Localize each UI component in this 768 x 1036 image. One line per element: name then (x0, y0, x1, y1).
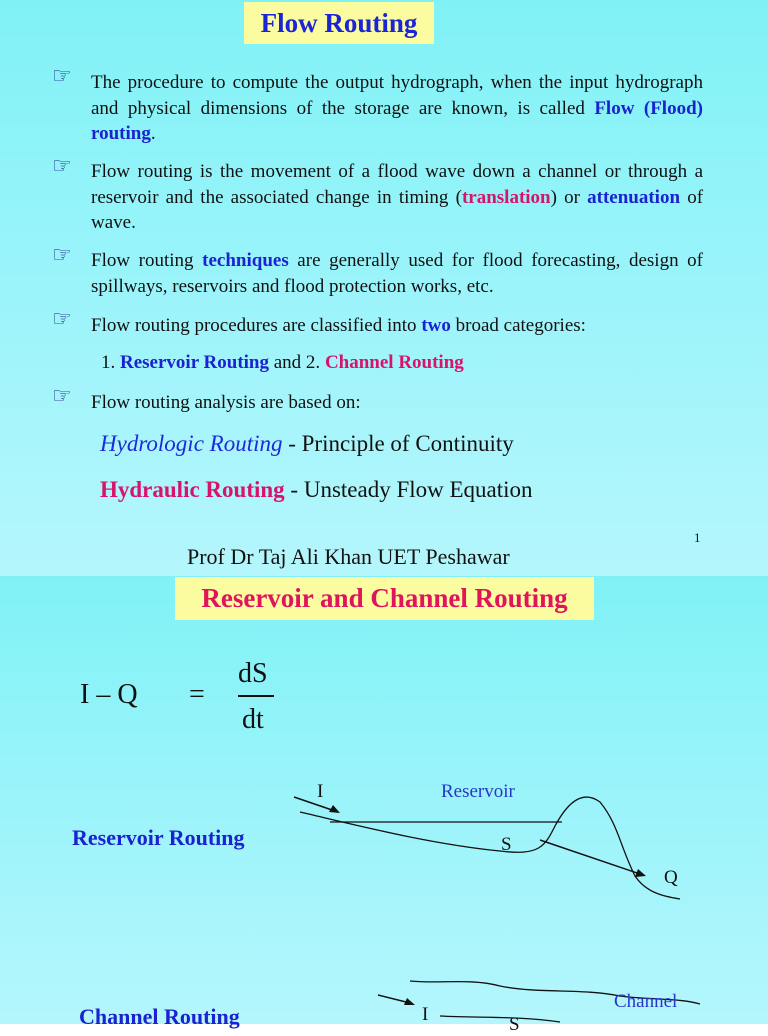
bullet-3-part: Flow routing (91, 250, 203, 271)
pointing-hand-icon: ☞ (52, 384, 72, 409)
bullet-5-part: Flow routing analysis are based on: (91, 392, 361, 413)
pointing-hand-icon: ☞ (52, 154, 72, 179)
reservoir-label: Reservoir (441, 781, 515, 802)
flow-routing-term: Flow (Flood) routing (91, 97, 703, 144)
hydraulic-routing-line (100, 477, 533, 503)
channel-inflow-arrow (378, 995, 410, 1003)
channel-routing-term: Channel Routing (324, 352, 464, 373)
bullet-4-end: broad categories: (450, 315, 586, 336)
categories-joiner: and 2. (269, 352, 325, 373)
slide-title: Reservoir and Channel Routing (175, 577, 594, 620)
outflow-arrow (540, 840, 640, 874)
categories-line (101, 352, 464, 374)
channel-label: Channel (614, 991, 678, 1012)
slide-2 (0, 576, 768, 1035)
hydraulic-routing-desc: - Unsteady Flow Equation (284, 477, 533, 502)
channel-inflow-label: I (422, 1004, 429, 1025)
techniques-term: techniques (202, 250, 289, 271)
pointing-hand-icon: ☞ (52, 64, 72, 89)
channel-inflow-arrowhead (404, 998, 415, 1005)
outflow-arrowhead (635, 869, 646, 877)
bullet-2-part: Flow routing is the movement of a flood wave down a channel or through a reservoir and the associated change in timing ( (91, 161, 703, 208)
pointing-hand-icon: ☞ (52, 307, 72, 332)
channel-routing-heading: Channel Routing (79, 1004, 240, 1029)
bullet-4-text (91, 313, 703, 339)
bullet-3-text (91, 248, 703, 299)
item-number: 1. (101, 352, 116, 373)
bullet-1-text (91, 70, 703, 147)
bullet-1-part: The procedure to compute the output hydrograph, when the input hydrograph and physical dimensions of the storage are known, is called (91, 72, 703, 119)
hydrologic-routing-desc: - Principle of Continuity (282, 431, 514, 456)
storage-label: S (501, 834, 512, 855)
bullet-1-end: . (150, 123, 156, 144)
two-term: two (421, 315, 451, 336)
bullet-4-part: Flow routing procedures are classified into (91, 315, 422, 336)
inflow-label: I (317, 781, 324, 802)
reservoir-routing-term: Reservoir Routing (120, 352, 269, 373)
slide-title: Flow Routing (244, 2, 434, 44)
bullet-2-part: ) or (550, 186, 588, 208)
bullet-3-end: are generally used for flood forecasting, design of spillways, reservoirs and flood protection works, etc. (91, 250, 703, 297)
author-footer: Prof Dr Taj Ali Khan UET Peshawar (187, 544, 510, 569)
page-number: 1 (694, 530, 701, 545)
outflow-label: Q (664, 867, 678, 888)
hydraulic-routing-label: Hydraulic Routing (100, 477, 285, 502)
bullet-5-text (91, 390, 703, 416)
hydrologic-routing-line (100, 431, 514, 457)
equation-denominator: dt (242, 704, 264, 735)
attenuation-term: attenuation (587, 186, 681, 208)
hydrologic-routing-label: Hydrologic Routing (100, 431, 283, 456)
reservoir-routing-heading: Reservoir Routing (72, 825, 245, 850)
bullet-2-text (91, 159, 703, 236)
equation-numerator: dS (238, 658, 268, 689)
reservoir-diagram (0, 576, 768, 1024)
translation-term: translation (461, 186, 551, 208)
channel-water-line (440, 1016, 560, 1022)
reservoir-bed-profile (300, 797, 680, 899)
channel-storage-label: S (509, 1014, 520, 1035)
pointing-hand-icon: ☞ (52, 243, 72, 268)
equation-lhs: I – Q (80, 679, 138, 710)
bullet-2-end: of wave. (91, 186, 704, 233)
equation-equals: = (189, 679, 205, 710)
inflow-arrow (294, 797, 335, 811)
